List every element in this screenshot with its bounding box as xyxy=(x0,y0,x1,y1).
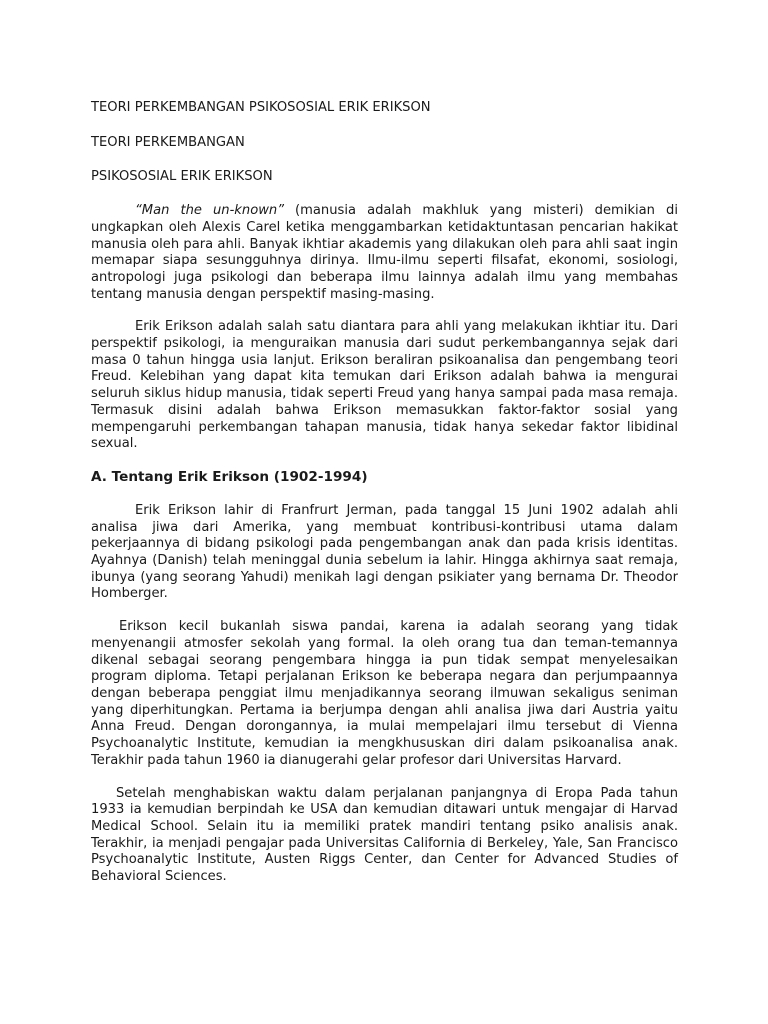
intro-italic-phrase: “Man the un-known” xyxy=(135,203,284,219)
paragraph-5: Setelah menghabiskan waktu dalam perjalanan panjangnya di Eropa Pada tahun 1933 ia kemudian berpindah ke USA dan kemudian ditawari untuk mengajar di Harvad Medical School. Selain itu ia memiliki pratek mandiri tentang psiko analisis anak. Terakhir, ia menjadi pengajar pada Universitas California di Berkeley, Yale, San Francisco Psychoanalytic Institute, Austen Riggs Center, dan Center for Advanced Studies of Behavioral Sciences. xyxy=(91,785,678,885)
paragraph-3: Erik Erikson lahir di Franfrurt Jerman, pada tanggal 15 Juni 1902 adalah ahli analisa jiwa dari Amerika, yang membuat kontribusi-kontribusi utama dalam pekerjaannya di bidang psikologi pada pengembangan anak dan pada krisis identitas. Ayahnya (Danish) telah meninggal dunia sebelum ia lahir. Hingga akhirnya saat remaja, ibunya (yang seorang Yahudi) menikah lagi dengan psikiater yang bernama Dr. Theodor Homberger. xyxy=(91,502,678,602)
document-title: TEORI PERKEMBANGAN PSIKOSOSIAL ERIK ERIKSON xyxy=(91,100,431,115)
document-page xyxy=(91,100,678,902)
intro-paragraph xyxy=(91,203,678,303)
paragraph-2: Erik Erikson adalah salah satu diantara para ahli yang melakukan ikhtiar itu. Dari perspektif psikologi, ia menguraikan manusia dari sudut perkembangannya sejak dari masa 0 tahun hingga usia lanjut. Erikson beraliran psikoanalisa dan pengembang teori Freud. Kelebihan yang dapat kita temukan dari Erikson adalah bahwa ia mengurai seluruh siklus hidup manusia, tidak seperti Freud yang hanya sampai pada masa remaja. Termasuk disini adalah bahwa Erikson memasukkan faktor-faktor sosial yang mempengaruhi perkembangan tahapan manusia, tidak hanya sekedar faktor libidinal sexual. xyxy=(91,319,678,452)
subtitle-line-1: TEORI PERKEMBANGAN xyxy=(91,134,245,150)
paragraph-4: Erikson kecil bukanlah siswa pandai, karena ia adalah seorang yang tidak menyenangii atmosfer sekolah yang formal. Ia oleh orang tua dan teman-temannya dikenal sebagai seorang pengembara hingga ia pun tidak sempat menyelesaikan program diploma. Tetapi perjalanan Erikson ke beberapa negara dan perjumpaannya dengan beberapa penggiat ilmu menjadikannya seorang ilmuwan sekaligus seniman yang diperhitungkan. Pertama ia berjumpa dengan ahli analisa jiwa dari Austria yaitu Anna Freud. Dengan dorongannya, ia mulai mempelajari ilmu tersebut di Vienna Psychoanalytic Institute, kemudian ia mengkhususkan diri dalam psikoanalisa anak. Terakhir pada tahun 1960 ia dianugerahi gelar profesor dari Universitas Harvard. xyxy=(91,619,678,768)
subtitle-line-2: PSIKOSOSIAL ERIK ERIKSON xyxy=(91,169,273,185)
intro-text: (manusia adalah makhluk yang misteri) demikian di ungkapkan oleh Alexis Carel ketika menggambarkan ketidaktuntasan pencarian hakikat manusia oleh para ahli. Banyak ikhtiar akademis yang dilakukan oleh para ahli saat ingin memapar siapa sesungguhnya dirinya. Ilmu-ilmu seperti filsafat, ekonomi, sosiologi, antropologi juga psikologi dan beberapa ilmu lainnya adalah ilmu yang membahas tentang manusia dengan perspektif masing-masing. xyxy=(91,203,678,302)
section-heading: A. Tentang Erik Erikson (1902-1994) xyxy=(91,468,368,485)
